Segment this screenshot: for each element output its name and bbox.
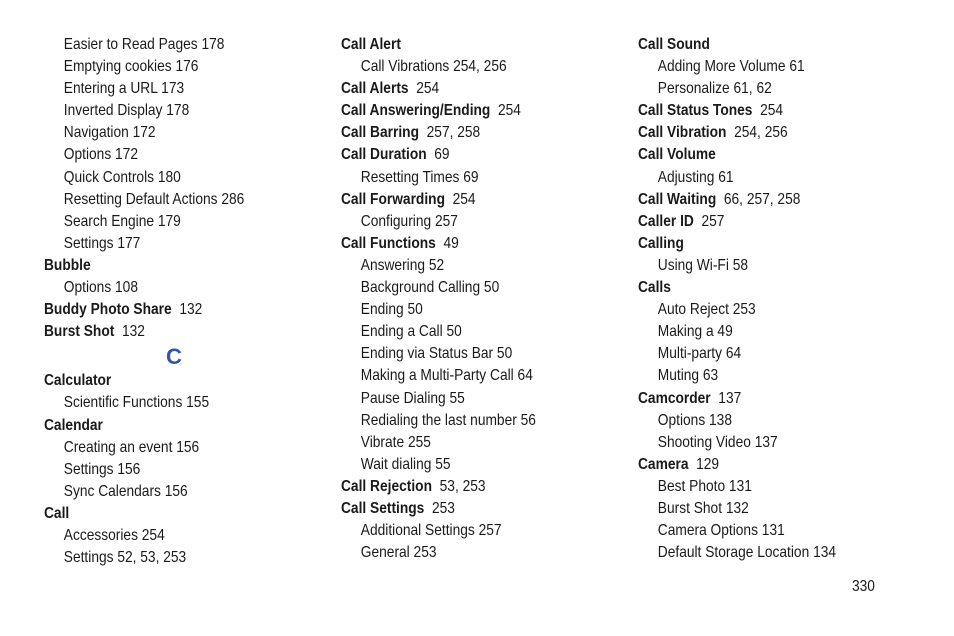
- index-entry: [638, 144, 887, 166]
- index-entry: [638, 34, 887, 56]
- index-subentry: Resetting Times 69: [360, 168, 479, 186]
- index-entry-term: Calls: [638, 279, 671, 297]
- index-entry-pages: 132: [114, 323, 145, 341]
- index-subentry: Settings 52, 53, 253: [63, 549, 187, 567]
- index-subentry: Options 172: [63, 146, 138, 164]
- index-entry: [638, 277, 887, 299]
- index-entry-pages: 66, 257, 258: [716, 190, 801, 208]
- index-entry-term: Call Alerts: [341, 80, 409, 98]
- index-subentry: Best Photo 131: [657, 477, 752, 495]
- index-entry-pages: 129: [688, 455, 720, 473]
- index-subentry: Scientific Functions 155: [63, 394, 210, 412]
- index-entry-term: Buddy Photo Share: [44, 301, 172, 319]
- index-entry-term: Calendar: [44, 416, 103, 434]
- index-entry: [638, 122, 887, 144]
- index-subentry: Personalize 61, 62: [657, 80, 772, 98]
- index-entry: [44, 321, 293, 343]
- index-entry-term: Call Volume: [638, 146, 716, 164]
- index-subentry: Muting 63: [657, 367, 719, 385]
- index-subentry: Sync Calendars 156: [63, 482, 188, 500]
- index-subentry: Settings 156: [63, 460, 141, 478]
- index-entry-term: Burst Shot: [44, 323, 115, 341]
- index-entry: [638, 454, 887, 476]
- index-subentry: Camera Options 131: [657, 522, 785, 540]
- index-subentry: Ending 50: [360, 301, 423, 319]
- index-subentry: Quick Controls 180: [63, 168, 181, 186]
- index-entry-term: Call Settings: [341, 499, 425, 517]
- index-subentry: Ending a Call 50: [360, 323, 462, 341]
- index-entry-term: Camera: [638, 455, 689, 473]
- index-entry: [341, 189, 590, 211]
- section-letter: C: [166, 344, 182, 370]
- index-subentry: Default Storage Location 134: [657, 544, 837, 562]
- index-entry: [44, 255, 293, 277]
- index-entry-term: Call: [44, 504, 70, 522]
- index-subentry: Vibrate 255: [360, 433, 431, 451]
- index-entry: [341, 34, 590, 56]
- index-subentry: Search Engine 179: [63, 212, 181, 230]
- index-subentry: Shooting Video 137: [657, 433, 778, 451]
- index-entry: [638, 388, 887, 410]
- index-entry-term: Call Answering/Ending: [341, 102, 491, 120]
- index-subentry: Options 108: [63, 279, 138, 297]
- index-entry-term: Call Alert: [341, 36, 401, 53]
- index-subentry: Easier to Read Pages 178: [63, 36, 225, 53]
- index-entry-pages: 254: [444, 190, 476, 208]
- index-subentry: Adding More Volume 61: [657, 58, 805, 76]
- index-entry: [638, 211, 887, 233]
- index-entry-term: Call Rejection: [341, 477, 432, 495]
- index-subentry: Additional Settings 257: [360, 522, 502, 540]
- index-entry-pages: 257: [693, 212, 725, 230]
- index-entry: [638, 189, 887, 211]
- index-entry-pages: 257, 258: [418, 124, 481, 142]
- index-entry-term: Call Sound: [638, 36, 710, 53]
- index-subentry: Wait dialing 55: [360, 455, 451, 473]
- index-subentry: Redialing the last number 56: [360, 411, 536, 429]
- index-subentry: Navigation 172: [63, 124, 156, 142]
- index-entry: [44, 370, 293, 392]
- index-subentry: Auto Reject 253: [657, 301, 756, 319]
- index-column-1: [44, 34, 334, 569]
- index-entry-pages: 69: [426, 146, 450, 164]
- index-subentry: Using Wi-Fi 58: [657, 256, 748, 274]
- index-entry-pages: 49: [435, 234, 459, 252]
- index-subentry: Accessories 254: [63, 526, 165, 544]
- index-subentry: Resetting Default Actions 286: [63, 190, 245, 208]
- index-subentry: Creating an event 156: [63, 438, 200, 456]
- page-number: 330: [852, 578, 875, 595]
- index-entry: [341, 476, 590, 498]
- index-entry-term: Camcorder: [638, 389, 711, 407]
- index-entry-pages: 254: [408, 80, 440, 98]
- index-subentry: Answering 52: [360, 256, 445, 274]
- index-entry-term: Call Vibration: [638, 124, 727, 142]
- index-subentry: Emptying cookies 176: [63, 58, 199, 76]
- index-entry-term: Caller ID: [638, 212, 694, 230]
- index-subentry: Background Calling 50: [360, 279, 500, 297]
- index-subentry: Call Vibrations 254, 256: [360, 58, 507, 76]
- index-subentry: Making a Multi-Party Call 64: [360, 367, 533, 385]
- index-entry: [44, 503, 293, 525]
- index-subentry: Ending via Status Bar 50: [360, 345, 513, 363]
- index-entry: [44, 299, 293, 321]
- index-entry-pages: 253: [424, 499, 455, 517]
- index-entry-term: Call Barring: [341, 124, 419, 142]
- index-entry: [44, 415, 293, 437]
- index-entry-pages: 254, 256: [726, 124, 788, 142]
- index-subentry: Entering a URL 173: [63, 80, 185, 98]
- index-entry-term: Calling: [638, 234, 684, 252]
- index-entry-term: Bubble: [44, 256, 91, 274]
- index-entry-pages: 254: [490, 102, 521, 120]
- index-subentry: Configuring 257: [360, 212, 458, 230]
- index-entry-term: Calculator: [44, 372, 112, 390]
- index-column-3: [638, 34, 928, 564]
- index-entry: [341, 233, 590, 255]
- index-subentry: Settings 177: [63, 234, 141, 252]
- index-entry-term: Call Functions: [341, 234, 436, 252]
- index-entry: [341, 498, 590, 520]
- index-subentry: Making a 49: [657, 323, 733, 341]
- index-entry-term: Call Forwarding: [341, 190, 445, 208]
- index-entry: [341, 100, 590, 122]
- index-entry-pages: 137: [710, 389, 742, 407]
- index-entry: [341, 122, 590, 144]
- index-subentry: Burst Shot 132: [657, 499, 749, 517]
- index-subentry: Adjusting 61: [657, 168, 734, 186]
- index-column-2: [341, 34, 631, 564]
- index-subentry: General 253: [360, 544, 437, 562]
- index-subentry: Inverted Display 178: [63, 102, 190, 120]
- index-entry: [638, 100, 887, 122]
- index-entry: [341, 144, 590, 166]
- index-entry: [341, 78, 590, 100]
- index-subentry: Pause Dialing 55: [360, 389, 465, 407]
- index-subentry: Multi-party 64: [657, 345, 742, 363]
- index-entry-pages: 254: [752, 102, 784, 120]
- index-subentry: Options 138: [657, 411, 732, 429]
- index-entry-term: Call Status Tones: [638, 102, 753, 120]
- index-entry-pages: 132: [171, 301, 203, 319]
- index-entry: [638, 233, 887, 255]
- index-entry-term: Call Waiting: [638, 190, 717, 208]
- index-entry-pages: 53, 253: [431, 477, 486, 495]
- index-entry-term: Call Duration: [341, 146, 427, 164]
